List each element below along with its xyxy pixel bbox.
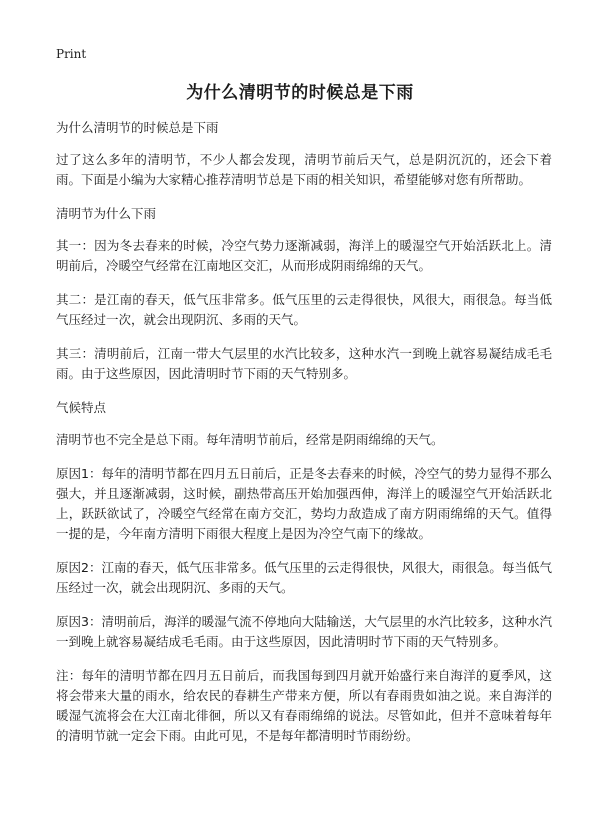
section-heading-why-rain: 清明节为什么下雨: [56, 206, 157, 221]
climate-summary-paragraph: 清明节也不完全是总下雨。每年清明节前后，经常是阴雨绵绵的天气。: [56, 432, 444, 447]
reason-paragraph-1: 其一：因为冬去春来的时候，冷空气势力逐渐减弱，海洋上的暖湿空气开始活跃北上。清明前后，冷暖空气经常在江南地区交汇，从而形成阴雨绵绵的天气。: [56, 238, 552, 273]
reason-paragraph-2: 其二：是江南的春天，低气压非常多。低气压里的云走得很快，风很大，雨很急。每当低气压经过一次，就会出现阴沉、多雨的天气。: [56, 292, 552, 327]
print-link[interactable]: Print: [56, 47, 87, 61]
cause-paragraph-2: 原因2：江南的春天，低气压非常多。低气压里的云走得很快，风很大，雨很急。每当低气压经过一次，就会出现阴沉、多雨的天气。: [56, 560, 552, 595]
note-paragraph: 注：每年的清明节都在四月五日前后，而我国每到四月就开始盛行来自海洋的夏季风，这将会带来大量的雨水，给农民的春耕生产带来方便，所以有春雨贵如油之说。来自海洋的暖湿气流将会在大江南北徘徊，所以又有春雨绵绵的说法。尽管如此，但并不意味着每年的清明节就一定会下雨。由此可见，不是每年都清明时节雨纷纷。: [56, 668, 552, 743]
article-body: [56, 118, 552, 760]
section-heading-climate: 气候特点: [56, 400, 107, 415]
cause-paragraph-3: 原因3：清明前后，海洋的暖湿气流不停地向大陆输送，大气层里的水汽比较多，这种水汽一到晚上就容易凝结成毛毛雨。由于这些原因，因此清明时节下雨的天气特别多。: [56, 614, 552, 649]
cause-paragraph-1: 原因1：每年的清明节都在四月五日前后，正是冬去春来的时候，冷空气的势力显得不那么强大，并且逐渐减弱，这时候，副热带高压开始加强西伸，海洋上的暖湿空气开始活跃北上，跃跃欲试了，冷暖空气经常在南方交汇，势均力敌造成了南方阴雨绵绵的天气。值得一提的是，今年南方清明下雨很大程度上是因为冷空气南下的缘故。: [56, 466, 552, 541]
intro-paragraph: 过了这么多年的清明节，不少人都会发现，清明节前后天气，总是阴沉沉的，还会下着雨。下面是小编为大家精心推荐清明节总是下雨的相关知识，希望能够对您有所帮助。: [56, 152, 552, 187]
page-title: 为什么清明节的时候总是下雨: [186, 83, 414, 103]
reason-paragraph-3: 其三：清明前后，江南一带大气层里的水汽比较多，这种水汽一到晚上就容易凝结成毛毛雨。由于这些原因，因此清明时节下雨的天气特别多。: [56, 346, 552, 381]
article-subtitle: 为什么清明节的时候总是下雨: [56, 120, 219, 135]
